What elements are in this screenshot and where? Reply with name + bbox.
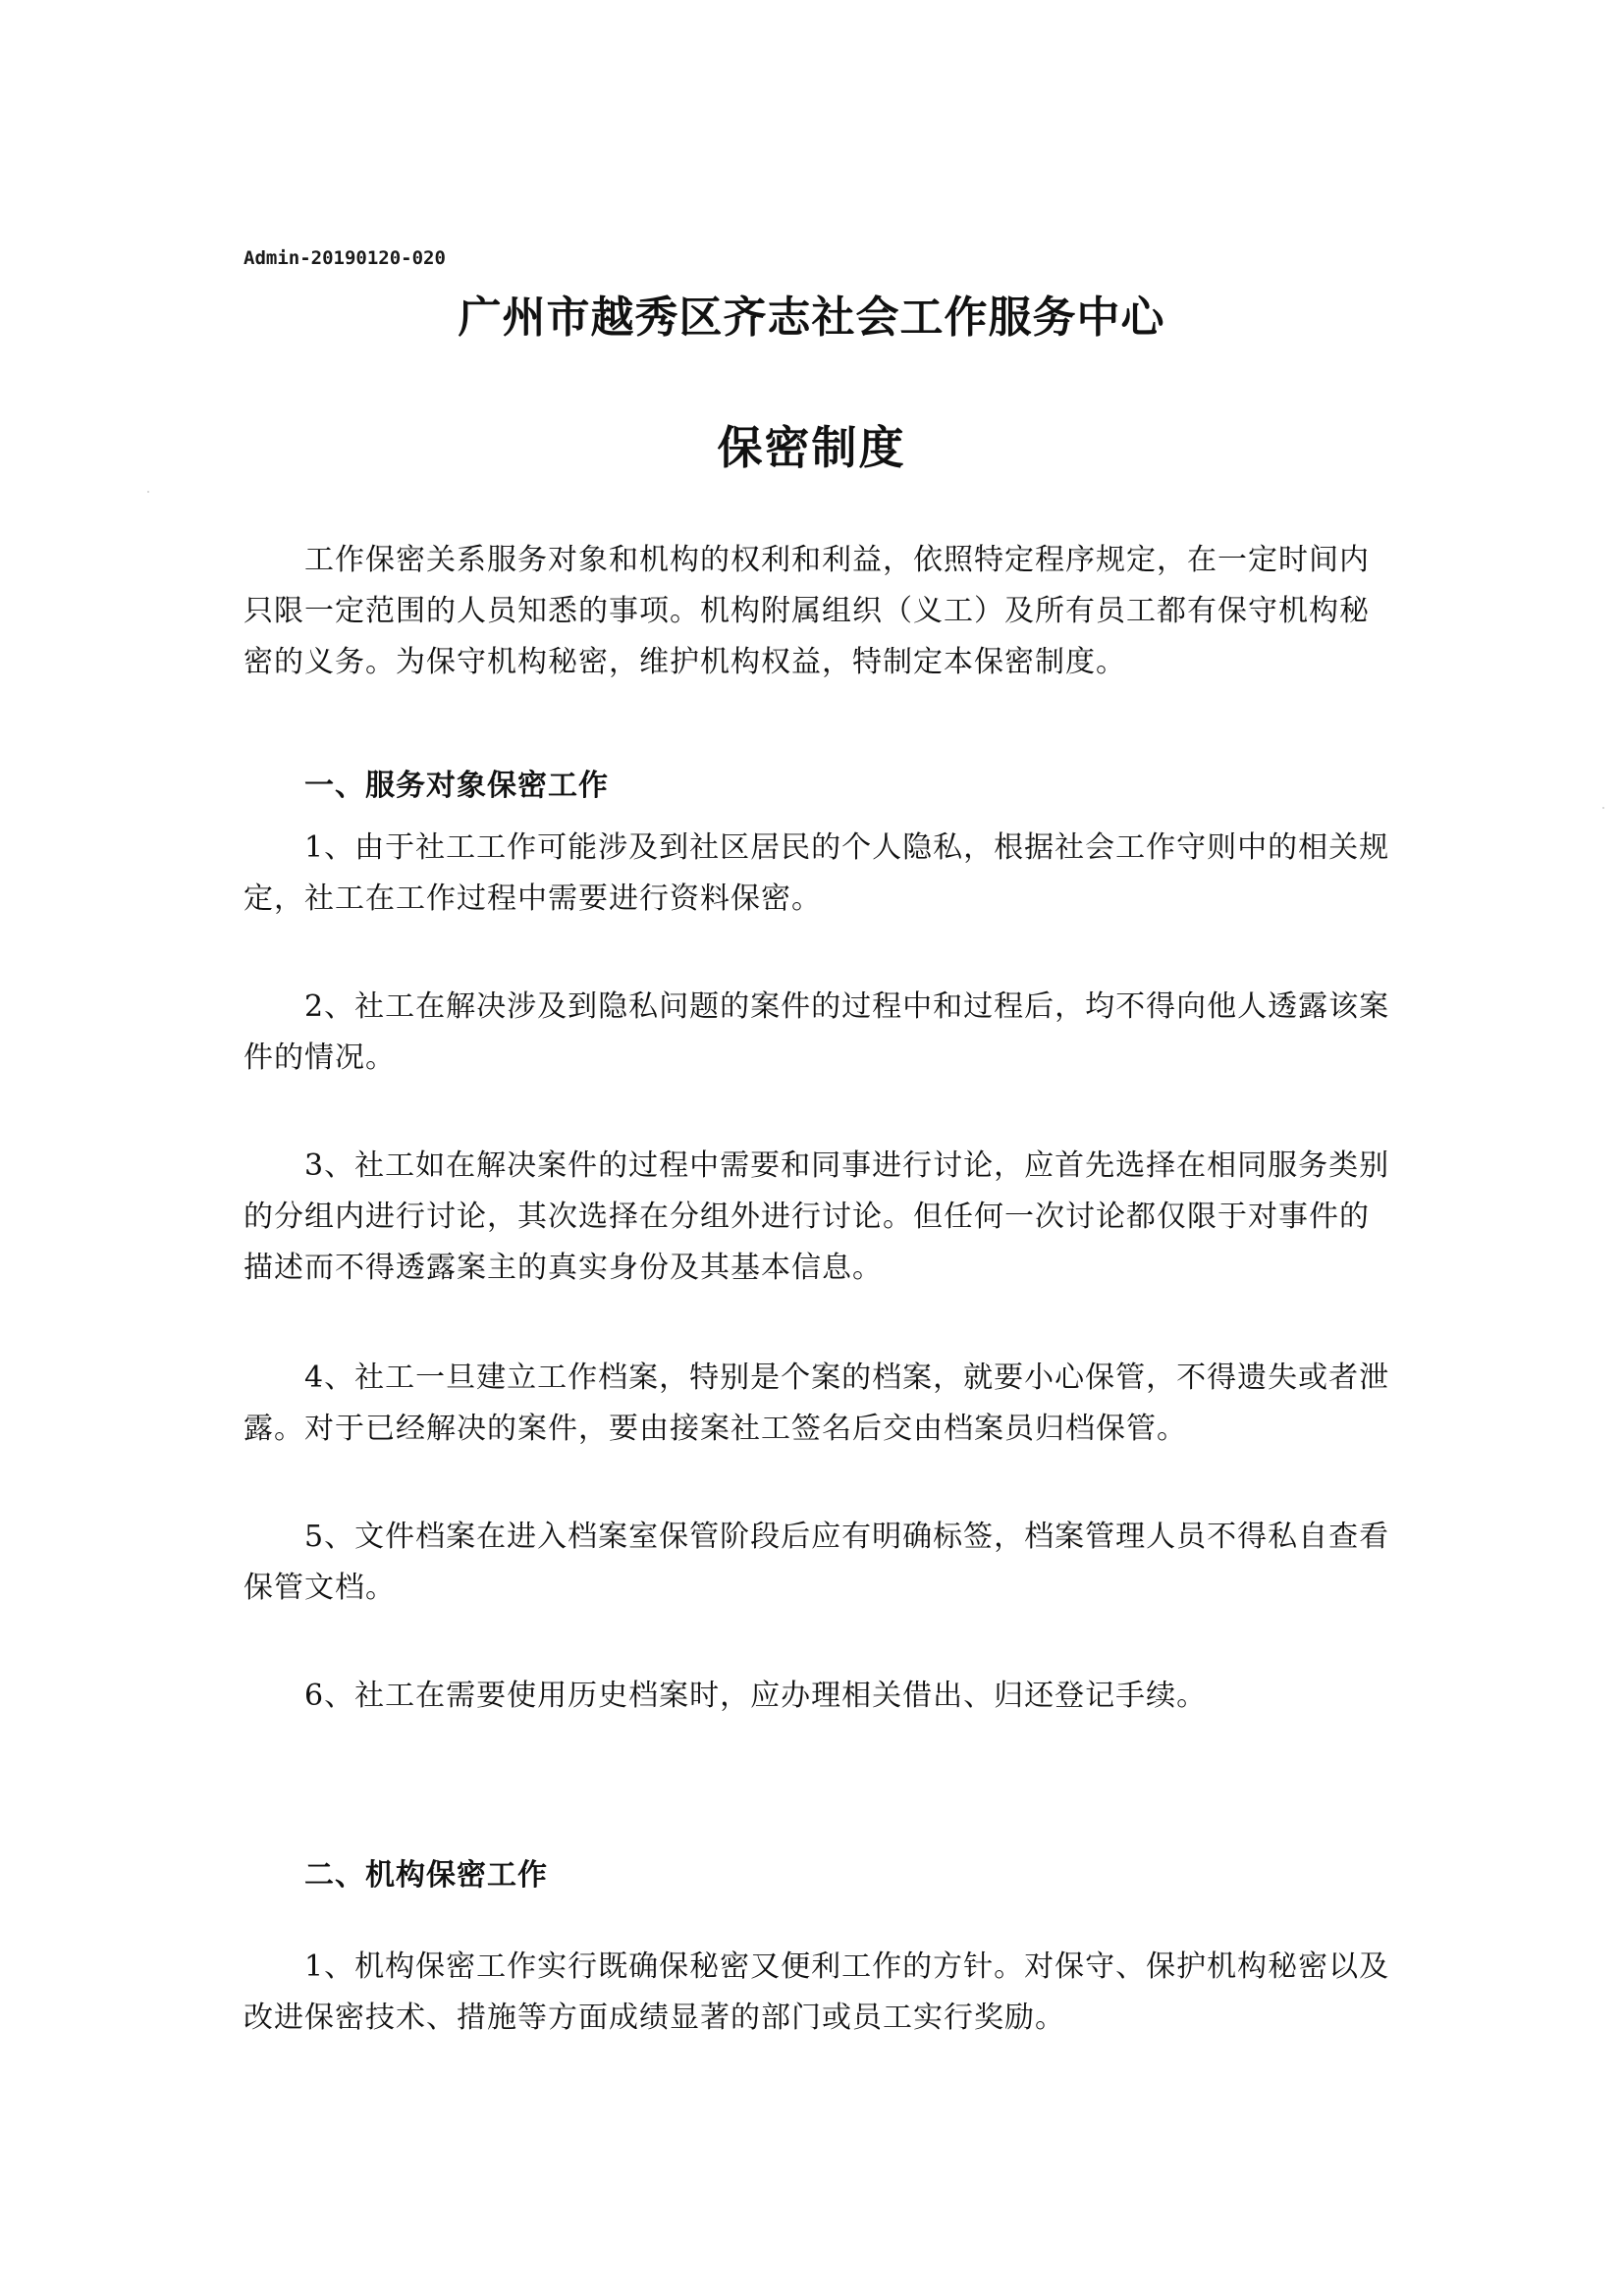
scan-speck — [1602, 807, 1604, 809]
section1-item-2: 2、社工在解决涉及到隐私问题的案件的过程中和过程后，均不得向他人透露该案件的情况。 — [243, 989, 1390, 1075]
section1-item-5: 5、文件档案在进入档案室保管阶段后应有明确标签，档案管理人员不得私自查看保管文档。 — [243, 1520, 1390, 1605]
section-heading-client-confidentiality: 一、服务对象保密工作 — [304, 769, 609, 803]
section2-item-1: 1、机构保密工作实行既确保秘密又便利工作的方针。对保守、保护机构秘密以及改进保密技术、措施等方面成绩显著的部门或员工实行奖励。 — [243, 1949, 1390, 2035]
section1-item-1: 1、由于社工工作可能涉及到社区居民的个人隐私，根据社会工作守则中的相关规定，社工在工作过程中需要进行资料保密。 — [243, 830, 1390, 916]
section1-item-6: 6、社工在需要使用历史档案时，应办理相关借出、归还登记手续。 — [304, 1679, 1208, 1713]
document-title: 保密制度 — [717, 421, 906, 474]
intro-paragraph: 工作保密关系服务对象和机构的权利和利益，依照特定程序规定，在一定时间内只限一定范围的人员知悉的事项。机构附属组织（义工）及所有员工都有保守机构秘密的义务。为保守机构秘密，维护机构权益，特制定本保密制度。 — [243, 543, 1370, 679]
section1-item-3: 3、社工如在解决案件的过程中需要和同事进行讨论，应首先选择在相同服务类别的分组内进行讨论，其次选择在分组外进行讨论。但任何一次讨论都仅限于对事件的描述而不得透露案主的真实身份及其基本信息。 — [243, 1148, 1390, 1285]
organization-title: 广州市越秀区齐志社会工作服务中心 — [458, 293, 1165, 343]
scan-speck — [147, 491, 149, 493]
document-id: Admin-20190120-020 — [243, 247, 446, 269]
section-heading-organization-confidentiality: 二、机构保密工作 — [304, 1858, 548, 1893]
section1-item-4: 4、社工一旦建立工作档案，特别是个案的档案，就要小心保管，不得遗失或者泄露。对于已经解决的案件，要由接案社工签名后交由档案员归档保管。 — [243, 1361, 1390, 1446]
